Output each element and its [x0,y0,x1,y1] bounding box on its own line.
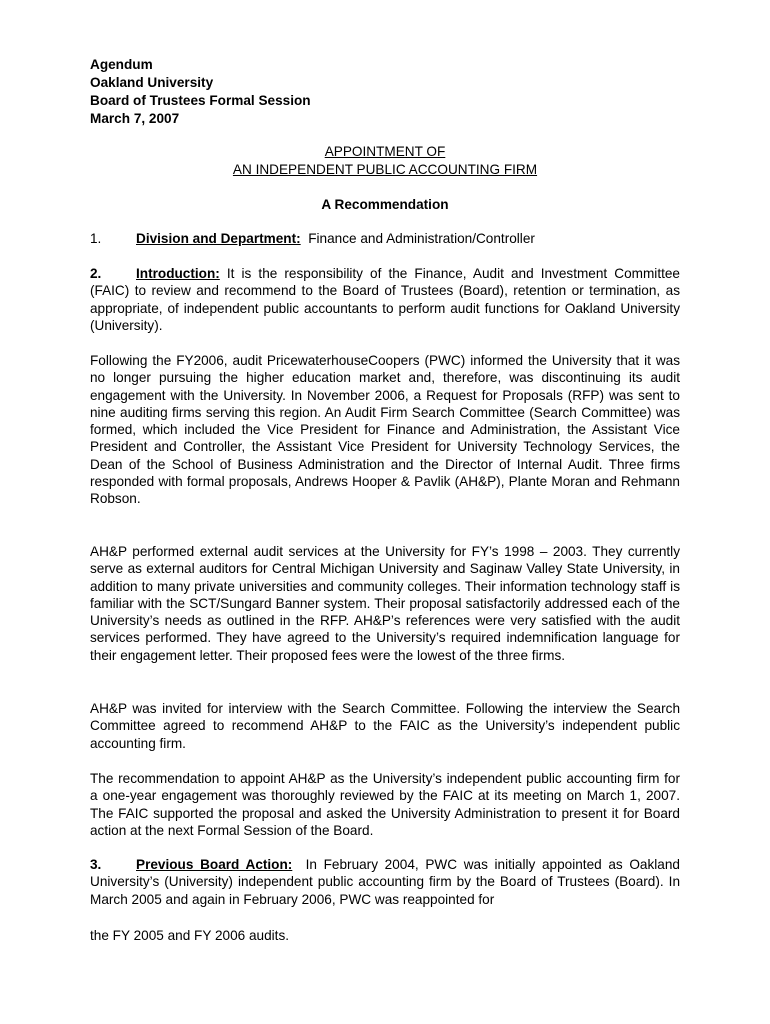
section-2-text: It is the responsibility of the Finance, Audit and Investment Committee (FAIC) to review and recommend to the Board of Trustees (Board), retention or termination, as appropriate, of independent public accountants to perform audit functions for Oakland University (University). [90,266,680,333]
section-1-number: 1. [90,231,102,246]
recommendation-heading: A Recommendation [321,197,449,212]
section-1 [90,230,680,247]
header-agendum: Agendum [90,57,153,72]
header-session: Board of Trustees Formal Session [90,93,311,108]
section-3-number: 3. [90,857,102,872]
section-1-heading: Division and Department: [136,231,301,246]
agendum-header [90,56,311,128]
section-3-last-line: the FY 2005 and FY 2006 audits. [90,928,290,943]
section-2-heading: Introduction: [136,266,220,281]
paragraph-pwc: Following the FY2006, audit PricewaterhouseCoopers (PWC) informed the University that it was no longer pursuing the higher education market and, therefore, was discontinuing its audit engagement with the University. In November 2006, a Request for Proposals (RFP) was sent to nine auditing firms serving this region. An Audit Firm Search Committee (Search Committee) was formed, which included the Vice President for Finance and Administration, the Assistant Vice President and Controller, the Assistant Vice President for University Technology Services, the Dean of the School of Business Administration and the Director of Internal Audit. Three firms responded with formal proposals, Andrews Hooper & Pavlik (AH&P), Plante Moran and Rehmann Robson. [90,353,680,507]
paragraph-ahp-services: AH&P performed external audit services at the University for FY’s 1998 – 2003. They currently serve as external auditors for Central Michigan University and Saginaw Valley State University, in addition to many private universities and community colleges. Their information technology staff is familiar with the SCT/Sungard Banner system. Their proposal satisfactorily addressed each of the University’s needs as outlined in the RFP. AH&P’s references were very satisfied with the audit services performed. They have agreed to the University’s required indemnification language for their engagement letter. Their proposed fees were the lowest of the three firms. [90,544,680,663]
section-2-number: 2. [90,266,102,281]
section-3-text: In February 2004, PWC was initially appointed as Oakland University’s (University) independent public accounting firm by the Board of Trustees (Board). In March 2005 and again in February 2006, PWC was reappointed for [90,857,680,907]
header-university: Oakland University [90,75,214,90]
document-title-line2: AN INDEPENDENT PUBLIC ACCOUNTING FIRM [232,162,538,177]
section-3 [90,856,680,908]
document-title-line1: APPOINTMENT OF [324,144,446,159]
section-1-text: Finance and Administration/Controller [308,231,535,246]
section-3-heading: Previous Board Action: [136,857,293,872]
paragraph-interview: AH&P was invited for interview with the Search Committee. Following the interview the Search Committee agreed to recommend AH&P to the FAIC as the University’s independent public accounting firm. [90,701,680,751]
header-date: March 7, 2007 [90,111,180,126]
paragraph-faic-review: The recommendation to appoint AH&P as the University’s independent public accounting firm for a one-year engagement was thoroughly reviewed by the FAIC at its meeting on March 1, 2007. The FAIC supported the proposal and asked the University Administration to present it for Board action at the next Formal Session of the Board. [90,771,680,838]
section-2 [90,265,680,334]
